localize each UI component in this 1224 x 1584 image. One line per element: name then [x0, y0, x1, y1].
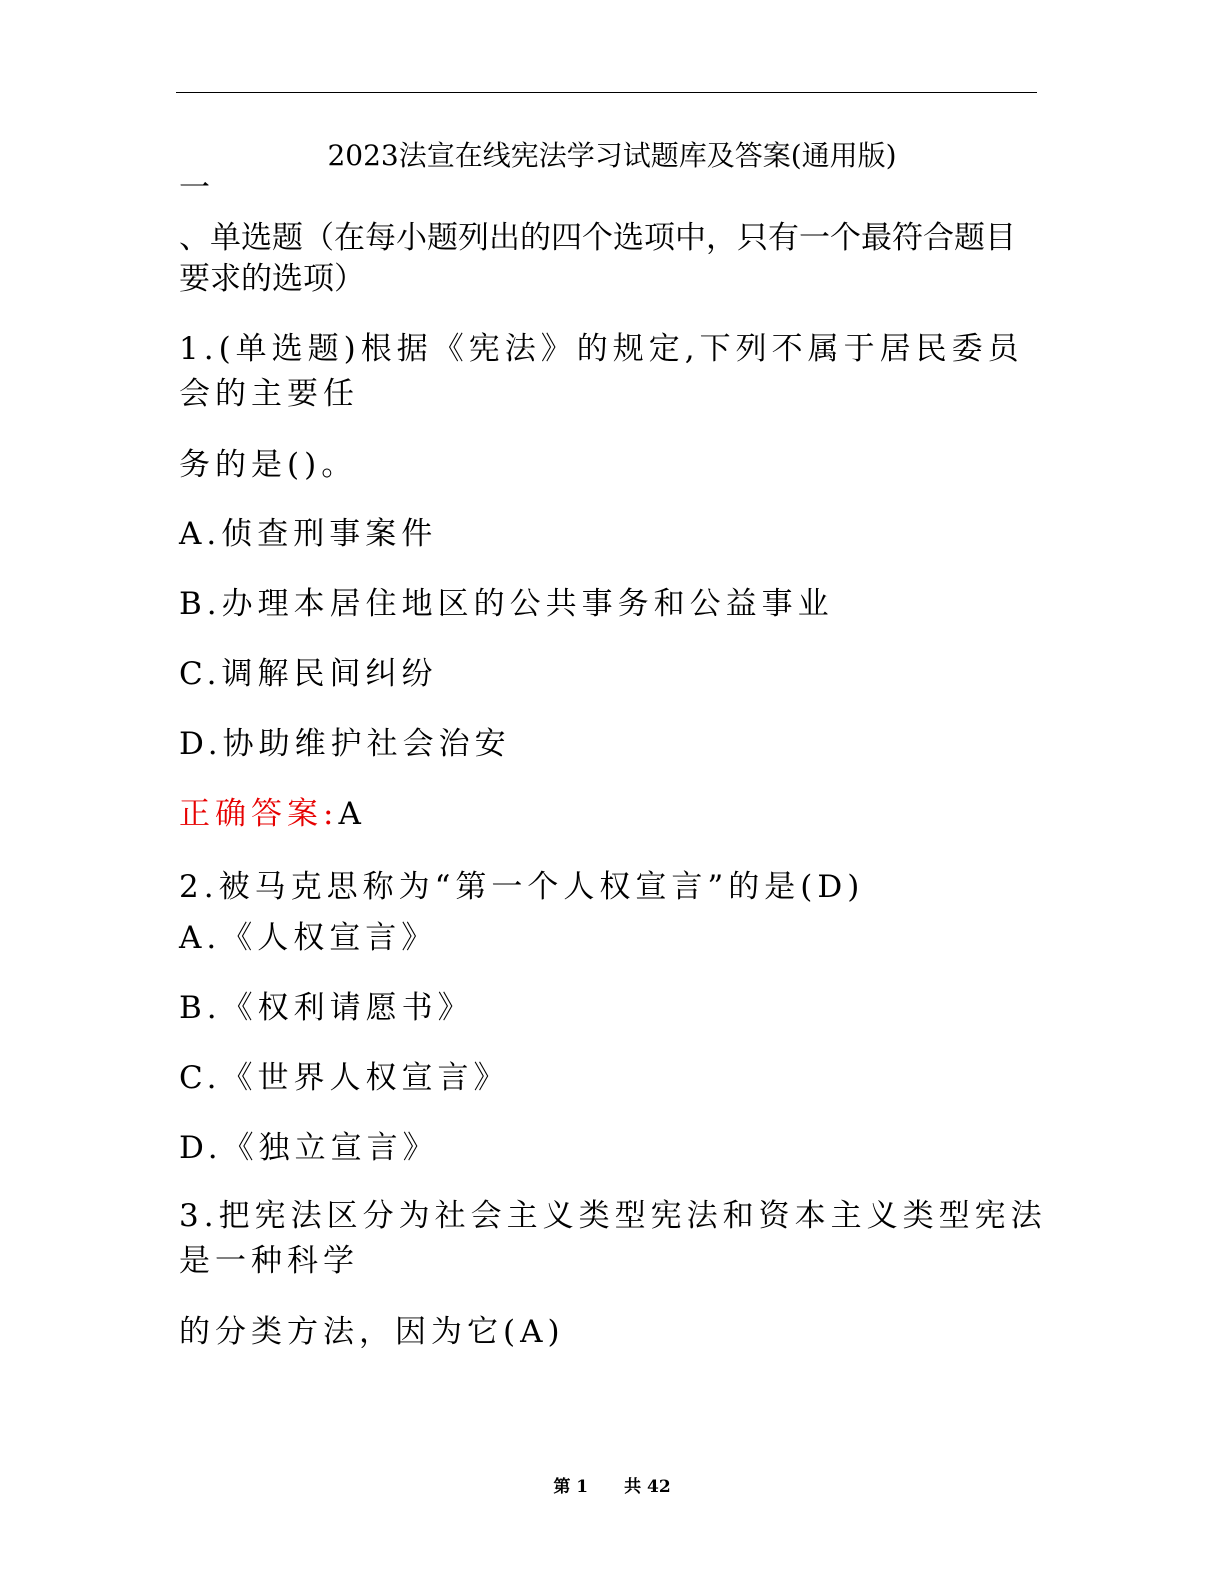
- question-2-option-c: C.《世界人权宣言》: [179, 1060, 510, 1096]
- question-2-option-b: B.《权利请愿书》: [179, 990, 474, 1026]
- answer-value: A: [338, 796, 366, 832]
- page-total: 共 42: [624, 1477, 671, 1497]
- page-number: 第 1: [553, 1477, 589, 1497]
- question-1-stem-line-2: 会的主要任: [179, 376, 359, 412]
- section-number: 一: [179, 170, 210, 206]
- question-2-option-d: D.《独立宣言》: [179, 1130, 439, 1166]
- question-3-stem-line-2: 是一种科学: [179, 1243, 359, 1279]
- question-2-option-a: A.《人权宣言》: [179, 920, 438, 956]
- question-2-stem: 2.被马克思称为“第一个人权宣言”的是(D): [179, 869, 865, 905]
- page-footer: [0, 1476, 1224, 1498]
- document-title: 2023法宣在线宪法学习试题库及答案(通用版): [327, 139, 897, 172]
- section-heading-line-1: 、单选题（在每小题列出的四个选项中，只有一个最符合题目: [179, 220, 1016, 256]
- question-1-option-d: D.协助维护社会治安: [179, 726, 511, 762]
- question-1-answer: [179, 796, 366, 832]
- section-heading-line-2: 要求的选项）: [179, 261, 365, 297]
- question-3-stem-line-3: 的分类方法，因为它(A): [179, 1314, 565, 1350]
- header-rule: [176, 92, 1037, 93]
- question-1-option-c: C.调解民间纠纷: [179, 656, 438, 692]
- answer-label: 正确答案:: [179, 796, 339, 832]
- question-1-option-a: A.侦查刑事案件: [179, 516, 438, 552]
- question-1-stem-line-3: 务的是()。: [179, 447, 358, 483]
- question-1-option-b: B.办理本居住地区的公共事务和公益事业: [179, 586, 834, 622]
- question-1-stem-line-1: 1.(单选题)根据《宪法》的规定,下列不属于居民委员: [179, 331, 1024, 367]
- question-3-stem-line-1: 3.把宪法区分为社会主义类型宪法和资本主义类型宪法: [179, 1198, 1047, 1234]
